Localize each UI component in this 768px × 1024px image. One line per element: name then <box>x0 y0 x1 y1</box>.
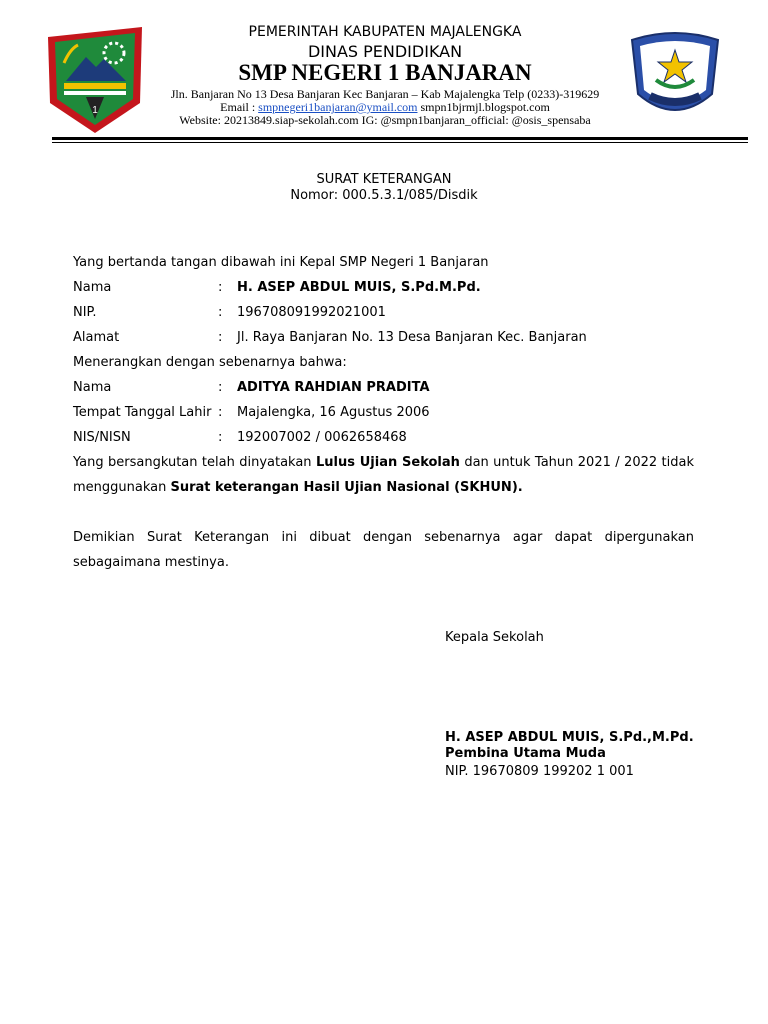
email-link[interactable]: smpnegeri1banjaran@ymail.com <box>258 100 418 114</box>
government-name: PEMERINTAH KABUPATEN MAJALENGKA <box>248 24 522 40</box>
header-divider-thin <box>52 142 748 143</box>
signature-name: H. ASEP ABDUL MUIS, S.Pd.,M.Pd. <box>445 730 694 745</box>
signer-nip-label: NIP. <box>73 305 97 320</box>
svg-text:1: 1 <box>92 105 98 116</box>
website-line: Website: 20213849.siap-sekolah.com IG: @smpn1banjaran_official: @osis_spensaba <box>179 113 591 127</box>
signer-name-label: Nama <box>73 280 112 295</box>
majalengka-emblem-logo <box>44 23 146 135</box>
colon: : <box>218 430 223 445</box>
colon: : <box>218 405 223 420</box>
signature-nip: NIP. 19670809 199202 1 001 <box>445 764 634 779</box>
colon: : <box>218 380 223 395</box>
student-nis-value: 192007002 / 0062658468 <box>237 430 407 445</box>
letter-title: SURAT KETERANGAN <box>316 172 452 187</box>
signature-title: Kepala Sekolah <box>445 630 544 645</box>
email-label: Email : <box>220 100 259 114</box>
header-divider-thick <box>52 137 748 140</box>
letter-number: Nomor: 000.5.3.1/085/Disdik <box>290 188 478 203</box>
school-address: Jln. Banjaran No 13 Desa Banjaran Kec Banjaran – Kab Majalengka Telp (0233)-319629 <box>170 87 600 101</box>
signature-rank: Pembina Utama Muda <box>445 746 606 761</box>
closing-paragraph-line2: sebagaimana mestinya. <box>73 555 229 570</box>
signer-address-value: Jl. Raya Banjaran No. 13 Desa Banjaran Kec. Banjaran <box>237 330 587 345</box>
statement-text: Menerangkan dengan sebenarnya bahwa: <box>73 355 347 370</box>
colon: : <box>218 280 223 295</box>
graduation-paragraph-line1: Yang bersangkutan telah dinyatakan Lulus Ujian Sekolah dan untuk Tahun 2021 / 2022 tidak <box>73 455 694 470</box>
school-emblem-logo <box>626 30 724 124</box>
signer-name-value: H. ASEP ABDUL MUIS, S.Pd.M.Pd. <box>237 280 481 295</box>
blog-address: smpn1bjrmjl.blogspot.com <box>417 100 550 114</box>
colon: : <box>218 305 223 320</box>
department-name: DINAS PENDIDIKAN <box>307 42 463 61</box>
student-birth-label: Tempat Tanggal Lahir <box>73 405 212 420</box>
closing-paragraph-line1: Demikian Surat Keterangan ini dibuat dengan sebenarnya agar dapat dipergunakan <box>73 530 694 545</box>
intro-text: Yang bertanda tangan dibawah ini Kepal SMP Negeri 1 Banjaran <box>73 255 489 270</box>
signer-address-label: Alamat <box>73 330 120 345</box>
student-nis-label: NIS/NISN <box>73 430 131 445</box>
student-name-label: Nama <box>73 380 112 395</box>
colon: : <box>218 330 223 345</box>
student-birth-value: Majalengka, 16 Agustus 2006 <box>237 405 430 420</box>
student-name-value: ADITYA RAHDIAN PRADITA <box>237 380 430 395</box>
signer-nip-value: 196708091992021001 <box>237 305 386 320</box>
graduation-paragraph-line2: menggunakan Surat keterangan Hasil Ujian Nasional (SKHUN). <box>73 480 523 495</box>
school-name: SMP NEGERI 1 BANJARAN <box>238 60 532 85</box>
